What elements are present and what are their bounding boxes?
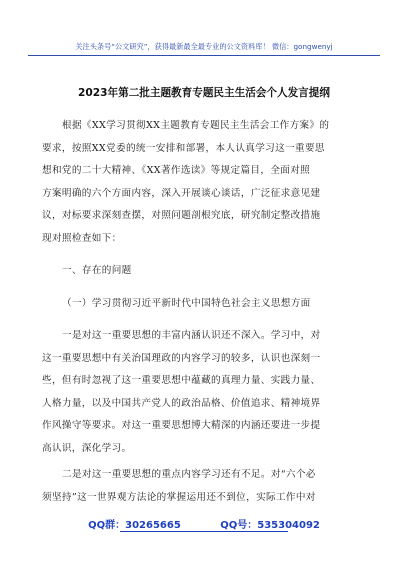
paragraph-line: 现对照检查如下： <box>42 233 122 244</box>
paragraph-line: 作风操守等要求。对这一重要思想博大精深的内涵还要进一步提 <box>42 420 321 431</box>
paragraph-line: 想和党的二十大精神、《XX著作选读》等规定篇目，全面对照 <box>42 165 311 176</box>
qq-group-text: QQ群：30265665 <box>88 520 181 531</box>
header-divider <box>28 55 380 56</box>
paragraph-line: 须坚持”这一世界观方法论的掌握运用还不到位，实际工作中对 <box>42 492 316 503</box>
paragraph-line: 人格力量，以及中国共产党人的政治品格、价值追求、精神境界 <box>42 398 321 409</box>
paragraph-line: 二是对这一重要思想的重点内容学习还有不足。对“六个必 <box>62 469 316 480</box>
paragraph-line: 一是对这一重要思想的丰富内涵认识还不深入。学习中，对 <box>62 330 321 341</box>
section-heading: 一、存在的问题 <box>62 265 132 276</box>
header-banner: 关注头条号“公文研究”，获得最新最全最专业的公文资料库！ 微信：gongwenyj <box>75 42 333 51</box>
subsection-heading: （一）学习贯彻习近平新时代中国特色社会主义思想方面 <box>62 298 311 309</box>
footer-divider <box>120 531 288 532</box>
paragraph-line: 要求，按照XX党委的统一安排和部署，本人认真学习这一重要思 <box>42 143 325 154</box>
footer-contact <box>0 516 408 531</box>
paragraph-line: 些，但有时忽视了这一重要思想中蕴藏的真理力量、实践力量、 <box>42 375 321 386</box>
paragraph-line: 根据《XX学习贯彻XX主题教育专题民主生活会工作方案》的 <box>62 120 330 131</box>
paragraph-line: 方案明确的六个方面内容，深入开展谈心谈话，广泛征求意见建 <box>42 188 321 199</box>
paragraph-line: 这一重要思想中有关治国理政的内容学习的较多，认识也深刻一 <box>42 353 321 364</box>
document-title: 2023年第二批主题教育专题民主生活会个人发言提纲 <box>78 87 330 99</box>
paragraph-line: 高认识，深化学习。 <box>42 443 132 454</box>
paragraph-line: 议，对标要求深刻查摆，对照问题剖根究底，研究制定整改措施 <box>42 210 321 221</box>
qq-number-text: QQ号：535304092 <box>220 520 320 531</box>
